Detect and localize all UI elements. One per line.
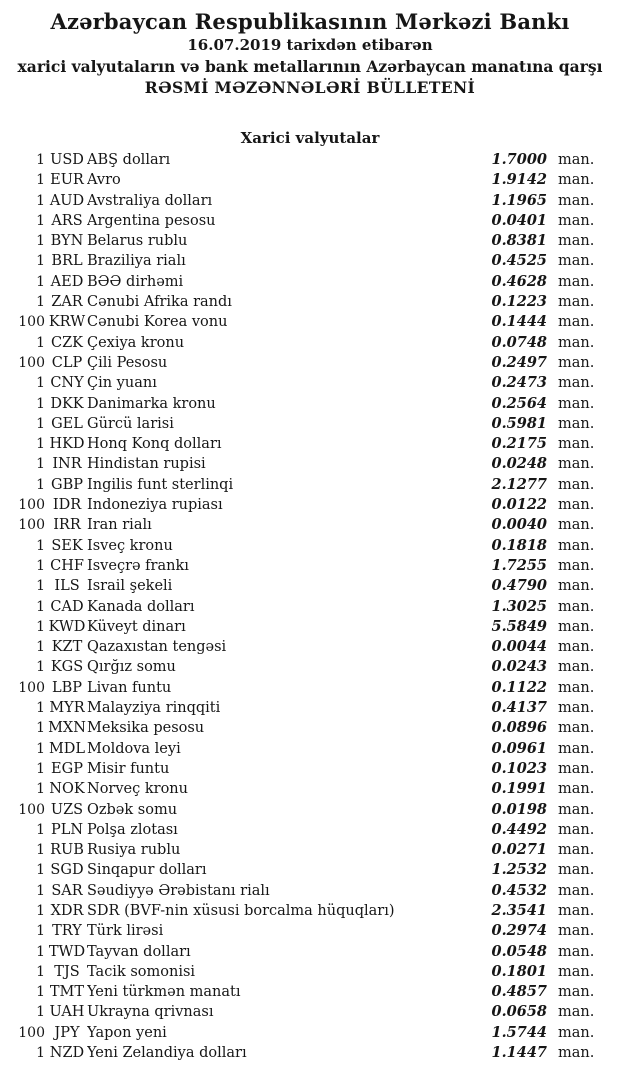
unit-label: man. [558, 740, 595, 757]
nominal-value: 100 [18, 497, 45, 514]
nominal-value: 1 [36, 720, 45, 737]
nominal-value: 100 [18, 517, 45, 534]
nominal-value: 1 [36, 212, 45, 229]
currency-code: EUR [50, 172, 84, 189]
nominal-value: 1 [36, 456, 45, 473]
rate-value: 2.1277 [491, 475, 547, 493]
nominal-value: 1 [36, 415, 45, 432]
rate-value: 0.1223 [491, 293, 547, 311]
nominal-value: 1 [36, 172, 45, 189]
unit-label: man. [558, 618, 595, 635]
unit-label: man. [558, 781, 595, 798]
rate-value: 1.1965 [491, 191, 547, 209]
currency-name: Honq Konq dolları [87, 436, 222, 453]
rate-value: 1.2532 [491, 861, 547, 879]
currency-name: Tacik somonisi [87, 963, 196, 980]
unit-label: man. [558, 517, 595, 534]
rate-value: 1.7000 [491, 151, 547, 168]
unit-label: man. [558, 557, 595, 574]
rate-value: 0.4525 [491, 252, 547, 270]
unit-label: man. [558, 253, 595, 270]
currency-code: CAD [50, 598, 84, 615]
currency-name: Yeni türkmən manatı [87, 984, 241, 1001]
rate-row [0, 679, 593, 699]
currency-code: SGD [50, 862, 84, 879]
currency-code: AUD [49, 192, 85, 209]
rate-value: 0.4137 [491, 699, 547, 717]
rate-row [0, 902, 593, 922]
currency-code: SAR [51, 882, 83, 899]
currency-code: NOK [49, 781, 85, 798]
rate-value: 0.0044 [491, 638, 547, 656]
unit-label: man. [558, 862, 595, 879]
unit-label: man. [558, 679, 595, 696]
rate-row [0, 740, 593, 760]
currency-name: Yeni Zelandiya dolları [87, 1045, 247, 1062]
unit-label: man. [558, 882, 595, 899]
rate-value: 0.0122 [491, 496, 547, 514]
rate-value: 0.1444 [491, 313, 547, 331]
currency-name: Braziliya rialı [87, 253, 186, 270]
rate-value: 0.0658 [491, 1003, 547, 1021]
effective-date-line: 16.07.2019 tarixdən etibarən [187, 36, 433, 54]
unit-label: man. [558, 902, 595, 919]
currency-code: JPY [54, 1024, 80, 1041]
rate-value: 0.4857 [491, 983, 547, 1001]
rate-row [0, 760, 593, 780]
rate-row [0, 719, 593, 739]
nominal-value: 100 [18, 801, 45, 818]
unit-label: man. [558, 497, 595, 514]
rate-row [0, 598, 593, 618]
rate-value: 0.0961 [491, 739, 547, 757]
unit-label: man. [558, 354, 595, 371]
unit-label: man. [558, 963, 595, 980]
rate-value: 0.0748 [491, 333, 547, 351]
rate-value: 1.7255 [491, 556, 547, 574]
rate-value: 0.2497 [491, 353, 547, 371]
unit-label: man. [558, 659, 595, 676]
unit-label: man. [558, 233, 595, 250]
currency-code: ARS [51, 212, 83, 229]
unit-label: man. [558, 273, 595, 290]
rate-row [0, 658, 593, 678]
currency-name: Hindistan rupisi [87, 456, 206, 473]
rate-row [0, 171, 593, 191]
currency-code: IDR [52, 497, 82, 514]
bulletin-title: RƏSMİ MƏZƏNNƏLƏRİ BÜLLETENİ [144, 78, 476, 97]
rate-row [0, 354, 593, 374]
currency-name: Çin yuanı [87, 375, 157, 392]
unit-label: man. [558, 314, 595, 331]
rate-value: 0.0243 [491, 658, 547, 676]
rate-row [0, 821, 593, 841]
rate-value: 5.5849 [491, 617, 547, 635]
rate-row [0, 963, 593, 983]
nominal-value: 1 [36, 943, 45, 960]
unit-label: man. [558, 1045, 595, 1062]
currency-code: BRL [51, 253, 83, 270]
rate-row [0, 943, 593, 963]
unit-label: man. [558, 456, 595, 473]
rate-value: 0.1023 [491, 759, 547, 777]
currency-code: GBP [51, 476, 83, 493]
nominal-value: 1 [36, 882, 45, 899]
currency-name: Norveç kronu [87, 781, 188, 798]
nominal-value: 1 [36, 395, 45, 412]
rate-row [0, 861, 593, 881]
currency-name: İngilis funt sterlinqi [87, 476, 234, 493]
nominal-value: 1 [36, 700, 45, 717]
nominal-value: 1 [36, 781, 45, 798]
currency-code: CNY [50, 375, 84, 392]
nominal-value: 1 [36, 923, 45, 940]
rate-row [0, 415, 593, 435]
rate-row [0, 780, 593, 800]
rate-value: 0.0040 [491, 516, 547, 534]
rate-value: 0.0271 [491, 841, 547, 859]
nominal-value: 1 [36, 659, 45, 676]
nominal-value: 1 [36, 639, 45, 656]
rate-row [0, 1024, 593, 1044]
nominal-value: 100 [18, 314, 45, 331]
unit-label: man. [558, 334, 595, 351]
rate-row [0, 374, 593, 394]
currency-code: MYR [49, 700, 85, 717]
unit-label: man. [558, 1024, 595, 1041]
currency-name: Livan funtu [87, 679, 172, 696]
currency-name: İndoneziya rupiası [87, 497, 223, 514]
currency-code: ILS [54, 578, 80, 595]
rate-value: 0.2473 [491, 374, 547, 392]
rate-value: 0.8381 [491, 232, 547, 250]
currency-code: HKD [49, 436, 85, 453]
bulletin-subtitle: xarici valyutaların və bank metallarının Azərbaycan manatına qarşı [17, 57, 603, 76]
currency-name: Türk lirəsi [87, 923, 164, 940]
nominal-value: 100 [18, 354, 45, 371]
currency-name: Belarus rublu [87, 233, 188, 250]
currency-code: LBP [51, 679, 83, 696]
currency-code: RUB [50, 842, 84, 859]
nominal-value: 1 [36, 984, 45, 1001]
nominal-value: 1 [36, 233, 45, 250]
nominal-value: 100 [18, 1024, 45, 1041]
unit-label: man. [558, 212, 595, 229]
currency-code: CLP [51, 354, 83, 371]
currency-code: SEK [51, 537, 83, 554]
currency-name: Tayvan dolları [87, 943, 191, 960]
rate-row [0, 577, 593, 597]
currency-code: UZS [50, 801, 84, 818]
currency-name: Yapon yeni [87, 1024, 167, 1041]
rate-row [0, 983, 593, 1003]
bulletin-header [0, 8, 620, 98]
rate-value: 0.4492 [491, 820, 547, 838]
unit-label: man. [558, 537, 595, 554]
rate-row [0, 192, 593, 212]
rate-row [0, 476, 593, 496]
currency-name: Cənubi Afrika randı [87, 294, 232, 311]
nominal-value: 1 [36, 821, 45, 838]
rate-row [0, 455, 593, 475]
unit-label: man. [558, 294, 595, 311]
unit-label: man. [558, 801, 595, 818]
currency-name: İsveçrə frankı [87, 557, 189, 574]
currency-name: Səudiyyə Ərəbistanı rialı [87, 882, 270, 899]
currency-name: İsrail şekeli [87, 578, 173, 595]
rate-row [0, 435, 593, 455]
currency-code: INR [52, 456, 82, 473]
currency-code: XDR [50, 902, 84, 919]
nominal-value: 1 [36, 557, 45, 574]
rate-value: 0.4532 [491, 881, 547, 899]
rate-value: 0.0548 [491, 942, 547, 960]
rate-value: 0.1122 [491, 678, 547, 696]
unit-label: man. [558, 476, 595, 493]
rate-value: 0.2974 [491, 922, 547, 940]
currency-code: DKK [50, 395, 84, 412]
nominal-value: 1 [36, 598, 45, 615]
currency-name: Ukrayna qrivnası [87, 1004, 214, 1021]
rate-row [0, 252, 593, 272]
nominal-value: 1 [36, 618, 45, 635]
nominal-value: 1 [36, 537, 45, 554]
unit-label: man. [558, 639, 595, 656]
unit-label: man. [558, 943, 595, 960]
rate-value: 0.1801 [491, 962, 547, 980]
currency-name: İsveç kronu [87, 537, 173, 554]
rate-row [0, 699, 593, 719]
currency-code: PLN [50, 821, 84, 838]
unit-label: man. [558, 578, 595, 595]
currency-code: NZD [49, 1045, 85, 1062]
rate-row [0, 151, 593, 171]
rate-value: 0.0198 [491, 800, 547, 818]
rate-row [0, 922, 593, 942]
unit-label: man. [558, 760, 595, 777]
currency-name: Gürcü larisi [87, 415, 174, 432]
currency-name: Qırğız somu [87, 659, 176, 676]
currency-name: Sinqapur dolları [87, 862, 207, 879]
currency-code: KGS [50, 659, 84, 676]
currency-code: GEL [51, 415, 83, 432]
currency-code: TMT [49, 984, 85, 1001]
currency-code: CZK [50, 334, 83, 351]
nominal-value: 1 [36, 1004, 45, 1021]
unit-label: man. [558, 984, 595, 1001]
nominal-value: 100 [18, 679, 45, 696]
unit-label: man. [558, 395, 595, 412]
currency-code: MDL [48, 740, 86, 757]
currency-code: USD [50, 152, 84, 168]
rate-row [0, 496, 593, 516]
currency-name: Kanada dolları [87, 598, 195, 615]
currency-name: Meksika pesosu [87, 720, 205, 737]
unit-label: man. [558, 923, 595, 940]
currency-code: ZAR [51, 294, 83, 311]
currency-code: BYN [50, 233, 84, 250]
rate-row [0, 618, 593, 638]
nominal-value: 1 [36, 902, 45, 919]
rate-value: 0.2564 [491, 394, 547, 412]
unit-label: man. [558, 1004, 595, 1021]
currency-name: Özbək somu [87, 801, 178, 818]
currency-name: Rusiya rublu [87, 842, 181, 859]
section-title-foreign-currencies: Xarici valyutalar [240, 129, 380, 147]
rate-value: 0.0401 [491, 211, 547, 229]
rate-row [0, 1044, 593, 1064]
currency-code: MXN [48, 720, 86, 737]
currency-code: UAH [49, 1004, 85, 1021]
rate-value: 0.1991 [491, 780, 547, 798]
currency-name: SDR (BVF-nin xüsusi borcalma hüquqları) [87, 902, 395, 919]
currency-name: Avro [87, 172, 121, 189]
currency-code: KRW [48, 314, 86, 331]
rate-value: 0.4790 [491, 577, 547, 595]
rate-value: 1.3025 [491, 597, 547, 615]
currency-code: EGP [51, 760, 83, 777]
currency-code: TRY [52, 923, 82, 940]
nominal-value: 1 [36, 760, 45, 777]
rate-value: 1.5744 [491, 1023, 547, 1041]
rate-row [0, 273, 593, 293]
rate-row [0, 1003, 593, 1023]
unit-label: man. [558, 700, 595, 717]
nominal-value: 1 [36, 963, 45, 980]
rate-row [0, 293, 593, 313]
bank-title: Azərbaycan Respublikasının Mərkəzi Bankı [50, 9, 570, 34]
unit-label: man. [558, 821, 595, 838]
rate-row [0, 232, 593, 252]
rates-table [0, 151, 620, 1064]
unit-label: man. [558, 172, 595, 189]
rate-row [0, 395, 593, 415]
unit-label: man. [558, 598, 595, 615]
currency-code: TWD [48, 943, 86, 960]
currency-name: İran rialı [87, 517, 152, 534]
currency-name: Çili Pesosu [87, 354, 168, 371]
rate-value: 0.4628 [491, 272, 547, 290]
currency-name: Malayziya rinqqiti [87, 700, 221, 717]
unit-label: man. [558, 842, 595, 859]
unit-label: man. [558, 192, 595, 209]
currency-name: Polşa zlotası [87, 821, 178, 838]
rate-row [0, 841, 593, 861]
unit-label: man. [558, 375, 595, 392]
currency-name: Avstraliya dolları [87, 192, 213, 209]
currency-name: BƏƏ dirhəmi [87, 273, 184, 290]
rate-row [0, 334, 593, 354]
currency-name: Çexiya kronu [87, 334, 185, 351]
nominal-value: 1 [36, 578, 45, 595]
nominal-value: 1 [36, 294, 45, 311]
nominal-value: 1 [36, 192, 45, 209]
currency-code: AED [50, 273, 84, 290]
currency-name: Danimarka kronu [87, 395, 216, 412]
nominal-value: 1 [36, 436, 45, 453]
unit-label: man. [558, 720, 595, 737]
rate-row [0, 557, 593, 577]
rate-row [0, 212, 593, 232]
rate-value: 2.3541 [491, 901, 547, 919]
currency-code: IRR [53, 517, 81, 534]
currency-code: TJS [54, 963, 80, 980]
rate-value: 0.0248 [491, 455, 547, 473]
unit-label: man. [558, 152, 595, 168]
currency-name: Qazaxıstan tengəsi [87, 639, 227, 656]
rate-value: 0.1818 [491, 536, 547, 554]
nominal-value: 1 [36, 375, 45, 392]
nominal-value: 1 [36, 273, 45, 290]
currency-code: KWD [48, 618, 86, 635]
nominal-value: 1 [36, 476, 45, 493]
rate-value: 0.2175 [491, 435, 547, 453]
unit-label: man. [558, 436, 595, 453]
nominal-value: 1 [36, 842, 45, 859]
currency-code: KZT [51, 639, 83, 656]
rate-row [0, 801, 593, 821]
rate-value: 1.9142 [491, 171, 547, 189]
rate-value: 0.0896 [491, 719, 547, 737]
bulletin-page [0, 8, 620, 1075]
nominal-value: 1 [36, 862, 45, 879]
rate-value: 0.5981 [491, 414, 547, 432]
currency-code: CHF [50, 557, 84, 574]
currency-name: ABŞ dolları [87, 152, 171, 168]
rate-row [0, 638, 593, 658]
nominal-value: 1 [36, 334, 45, 351]
rate-value: 1.1447 [491, 1044, 547, 1062]
currency-name: Argentina pesosu [87, 212, 216, 229]
currency-name: Cənubi Korea vonu [87, 314, 228, 331]
currency-name: Moldova leyi [87, 740, 181, 757]
rate-row [0, 537, 593, 557]
rate-row [0, 313, 593, 333]
nominal-value: 1 [36, 253, 45, 270]
nominal-value: 1 [36, 1045, 45, 1062]
currency-name: Misir funtu [87, 760, 170, 777]
nominal-value: 1 [36, 152, 45, 168]
unit-label: man. [558, 415, 595, 432]
currency-name: Küveyt dinarı [87, 618, 186, 635]
rate-row [0, 882, 593, 902]
nominal-value: 1 [36, 740, 45, 757]
rate-row [0, 516, 593, 536]
